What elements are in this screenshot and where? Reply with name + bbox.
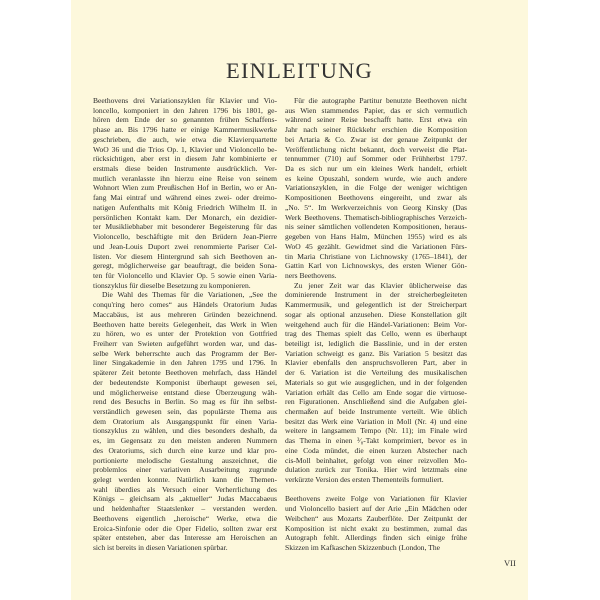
text-line: späterer Zeit betonte Beethoven mehrfach, dass Händel: [93, 368, 277, 378]
text-line: verkürzte Version des ersten Thementeils formuliert.: [285, 475, 444, 485]
text-line: Beethoven hatte bereits Gelegenheit, das Werk in Wien: [93, 319, 277, 329]
text-line: ners Beethovens.: [285, 270, 337, 280]
text-line: und möglicherweise entstand diese Überzeugung wäh-: [93, 387, 277, 397]
text-line: trag des Themas spielt das Cello, wenn es überhaupt: [285, 329, 467, 339]
text-line: tionszyklus zu wählen, und dies besonders deshalb, da: [93, 426, 277, 436]
text-line: sich ist bereits in diesen Variationen spürbar.: [93, 543, 228, 553]
text-line: Für die autographe Partitur benutzte Beethoven nicht: [294, 96, 467, 105]
text-line: portionierte melodische Gestaltung auszeichnet, die: [93, 455, 277, 465]
text-line: das Thema in einen ³⁄₈-Takt komprimiert, bevor es in: [285, 436, 467, 446]
text-line: Variation erhält das Cello am Ende sogar die virtuose-: [285, 387, 467, 397]
text-line: tennummer (710) auf Sommer oder Frühherbst 1797.: [285, 154, 467, 164]
left-column: [93, 96, 277, 553]
text-line: der bedeutendste Komponist überhaupt gewesen sei,: [93, 377, 277, 387]
text-line: gelegt werden konnte. Natürlich kann die Themen-: [93, 475, 277, 485]
text-line: fang Mai eintraf und während eines zwei- oder dreimo-: [93, 193, 277, 203]
text-line: es keine Opuszahl, sondern wurde, wie auch andere: [285, 173, 467, 183]
text-line: Werk Beethovens. Thematisch-bibliographisches Verzeich-: [285, 212, 467, 222]
text-line: aus Wien stammendes Papier, das er sich vermutlich: [285, 105, 467, 115]
text-line: rücksichtigen, aber erst in diesem Jahr kombinierte er: [93, 154, 277, 164]
text-line: Komposition ist nicht exakt zu bestimmen, zumal das: [285, 523, 467, 533]
text-line: mutlich veranlasste ihn hierzu eine Reise von seinem: [93, 173, 277, 183]
document-page: [71, 0, 528, 600]
text-line: ren Figurationen. Anschließend sind die Aufgaben glei-: [285, 397, 467, 407]
text-line: Veröffentlichung nicht bekannt, doch verweist die Plat-: [285, 144, 467, 154]
right-column: [285, 96, 467, 553]
text-line: ten für Violoncello und Klavier Op. 5 sowie einen Varia-: [93, 270, 277, 280]
text-line: und heldenhafter Staatslenker – verstanden werden.: [93, 504, 277, 514]
text-line: wahl überdies als Versuch einer Verherrlichung des: [93, 484, 277, 494]
text-line: ter Musikliebhaber mit besonderer Begeisterung für das: [93, 222, 277, 232]
text-line: liner Singakademie in den Jahren 1795 und 1796. In: [93, 358, 277, 368]
text-line: listen. Vor diesem Hintergrund sah sich Beethoven an-: [93, 251, 277, 261]
text-line: später entstehen, aber das Interesse am Heroischen an: [93, 533, 277, 543]
text-line: eine Coda mündet, die einen kurzen Abstecher nach: [285, 445, 467, 455]
text-line: geschrieben, die auch, wie etwa die Klavierquartette: [93, 134, 277, 144]
text-line: nis seiner sämtlichen vollendeten Kompositionen, heraus-: [285, 222, 467, 232]
text-line: des Oratoriums, sich durch eine kurze und klar pro-: [93, 445, 277, 455]
text-line: Weibchen“ aus Mozarts Zauberflöte. Der Zeitpunkt der: [285, 513, 467, 523]
text-line: Klavier ebenfalls den anspruchsvolleren Part, aber in: [285, 358, 467, 368]
text-line: dem Oratorium als Ausgangspunkt für einen Varia-: [93, 416, 277, 426]
text-line: Königs – gleichsam als „aktueller“ Judas Maccabaeus: [93, 494, 277, 504]
text-line: Zu jener Zeit war das Klavier üblicherweise das: [294, 280, 467, 290]
text-line: Eroica-Sinfonie oder die Oper Fidelio, sollten zwar erst: [93, 523, 277, 533]
text-line: tin Maria Christiane von Lichnowsky (1765–1841), der: [285, 251, 467, 261]
text-line: weitere in langsamem Tempo (Nr. 11); im Finale wird: [285, 426, 467, 436]
text-line: zu hören, wo es unter der Protektion von Gottfried: [93, 329, 277, 339]
text-line: verständlich gewesen sein, das populärste Thema aus: [93, 407, 277, 416]
text-line: Kammermusik, und gelegentlich ist der Streicherpart: [285, 300, 467, 310]
text-line: sogar als optional anzusehen. Diese Konstellation gilt: [285, 309, 467, 319]
text-line: während seiner Reise beschafft hatte. Erst etwa ein: [285, 115, 467, 125]
text-line: Wohnort Wien zum Preußischen Hof in Berlin, wo er An-: [93, 183, 277, 193]
text-line: rend des Besuchs in Berlin. So mag es für ihn selbst-: [93, 397, 277, 407]
text-line: loncello, komponiert in den Jahren 1796 bis 1801, ge-: [93, 105, 277, 115]
text-line: es, im Gegensatz zu den meisten anderen Nummern: [93, 436, 277, 446]
text-line: hören dem Ende der so genannten frühen Schaffens-: [93, 115, 277, 125]
text-line: dulation zurück zur Tonika. Hier wird letztmals eine: [285, 465, 467, 475]
text-line: conqu'ring hero comes“ aus Händels Oratorium Judas: [93, 300, 277, 310]
text-line: persönlichen Kontakt kam. Der Monarch, ein dezidier-: [93, 212, 277, 222]
text-line: cis-Moll beinhaltet, gefolgt von einer reizvollen Mo-: [285, 455, 467, 465]
text-line: Gattin Karl von Lichnowskys, des ersten Wiener Gön-: [285, 261, 467, 271]
text-line: Skizzen im Kafkaschen Skizzenbuch (London, The: [285, 543, 440, 553]
text-line: Materials so gut wie ausgeglichen, und in der folgenden: [285, 377, 467, 387]
text-line: Die Wahl des Themas für die Variationen, „See the: [102, 290, 277, 300]
text-line: und Jean-Louis Duport zwei renommierte Pariser Cel-: [93, 241, 277, 251]
text-line: dominierende Instrument in der streicherbegleiteten: [285, 290, 467, 300]
text-line: WoO 36 und die Trios Op. 1, Klavier und Violoncello be-: [93, 144, 277, 154]
text-line: Maccabäus, ist aus mehreren Gründen bezeichnend.: [93, 309, 277, 319]
text-line: bei Artaria & Co. Zwar ist der genaue Zeitpunkt der: [285, 134, 467, 144]
page-title: EINLEITUNG: [226, 58, 373, 83]
text-line: der 6. Variation ist die Verteilung des musikalischen: [285, 368, 467, 378]
text-line: geregt, möglicherweise gar beauftragt, die beiden Sona-: [93, 261, 277, 271]
text-line: und Violoncello basiert auf der Arie „Ein Mädchen oder: [285, 504, 467, 514]
text-line: problemlos einer variativen Ausarbeitung zugrunde: [93, 465, 277, 475]
page-number: VII: [504, 558, 516, 568]
text-line: Variationszyklen, in die Folge der weniger wichtigen: [285, 183, 467, 193]
text-line: tionszyklus für dieselbe Besetzung zu komponieren.: [93, 280, 251, 290]
text-line: Beethovens eigentlich „heroische“ Werke, etwa die: [93, 513, 277, 523]
text-line: natigen Aufenthalts mit König Friedrich Wilhelm II. in: [93, 202, 277, 212]
text-line: Da es sich nur um ein kleines Werk handelt, erhielt: [285, 164, 467, 174]
text-line: Beethovens zweite Folge von Variationen für Klavier: [285, 494, 467, 504]
text-line: Autograph fehlt. Allerdings finden sich einige frühe: [285, 533, 467, 543]
text-line: gegeben von Hans Halm, München 1955) wird es als: [285, 232, 467, 242]
text-line: besitzt das Werk eine Variation in Moll (Nr. 4) und eine: [285, 416, 467, 426]
text-line: Variation schweigt es ganz. Bis Variation 5 besitzt das: [285, 348, 467, 358]
text-line: selbe Werk beherrschte auch das Programm der Ber-: [93, 348, 277, 358]
text-line: erstmals diese beiden Instrumente ausdrücklich. Ver-: [93, 164, 277, 174]
text-line: weitgehend auch für die Händel-Variationen: Beim Vor-: [285, 319, 467, 329]
text-line: Violoncello, beschäftigte mit den Brüdern Jean-Pierre: [93, 232, 277, 242]
text-line: chermaßen auf beide Instrumente verteilt. Wie üblich: [285, 407, 467, 416]
text-line: WoO 45 gezählt. Gewidmet sind die Variationen Fürs-: [285, 241, 467, 251]
text-line: Beethovens drei Variationszyklen für Klavier und Vio-: [93, 96, 277, 105]
text-line: beteiligt ist, lediglich die Basslinie, und in der ersten: [285, 338, 467, 348]
text-line: Kompositionen Beethovens eingereiht, und zwar als: [285, 193, 467, 203]
text-line: Freiherr van Swieten aufgeführt worden war, und das-: [93, 338, 277, 348]
text-line: phase an. Bis 1796 hatte er einige Kammermusikwerke: [93, 125, 277, 135]
text-line: Jahr nach seiner Rückkehr erschien die Komposition: [285, 125, 467, 135]
text-line: „No. 5“. Im Werkverzeichnis von Georg Kinsky (Das: [285, 202, 467, 212]
